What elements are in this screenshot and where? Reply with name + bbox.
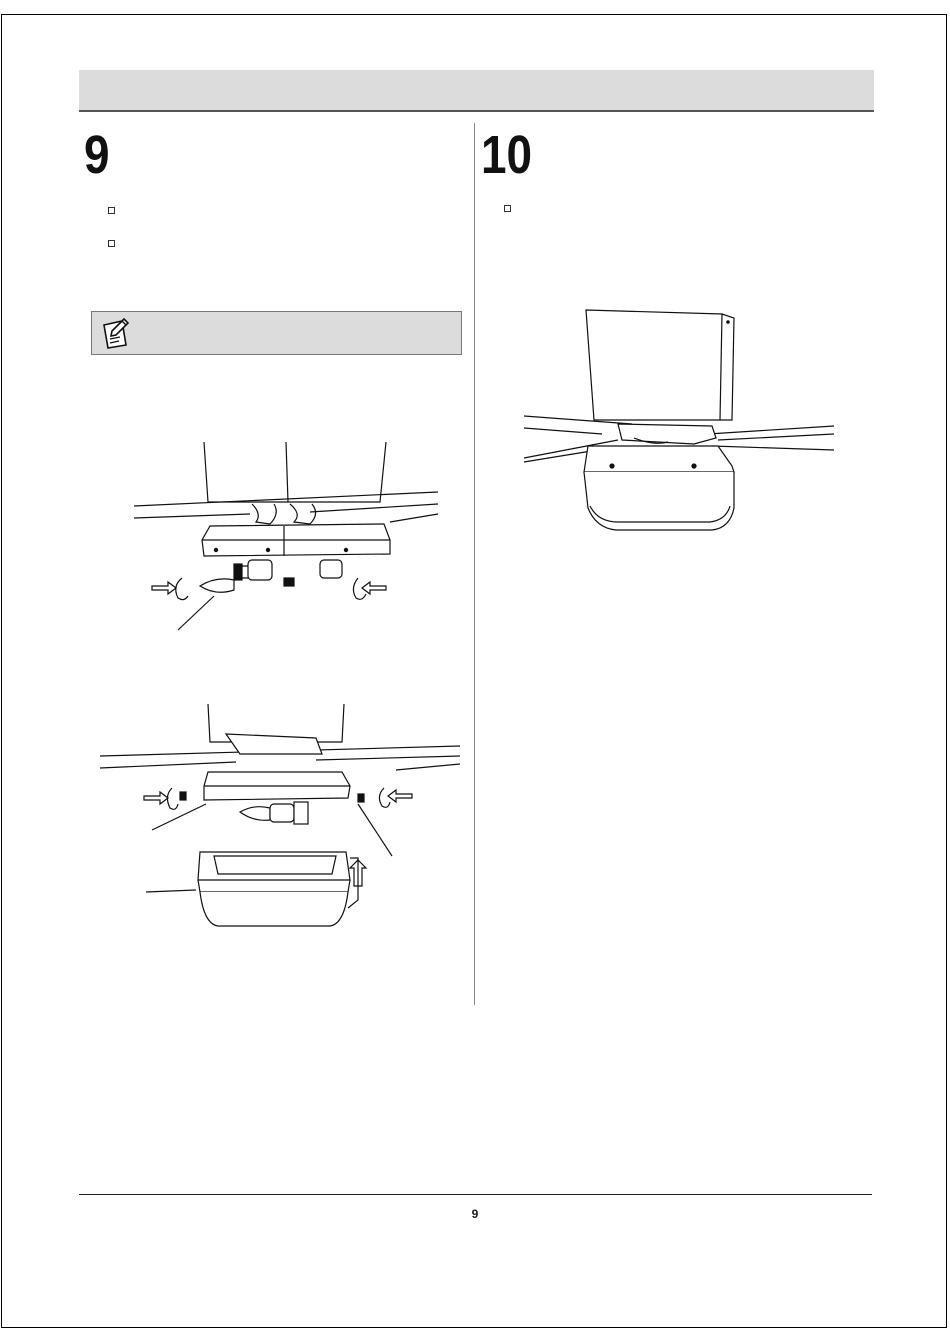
assembled-light-kit-illustration (522, 308, 838, 538)
step-10-number: 10 (481, 125, 533, 185)
note-box (91, 311, 462, 355)
step-10-bullet-1 (504, 205, 511, 212)
step-9-bullet-1 (108, 207, 115, 214)
column-divider (474, 123, 475, 1005)
step-9-bullet-2 (108, 240, 115, 247)
footer-rule (79, 1194, 872, 1195)
page-number: 9 (471, 1207, 479, 1221)
glass-shade-installation-illustration (96, 702, 464, 934)
note-pencil-icon (100, 317, 132, 351)
step-9-number: 9 (84, 125, 110, 185)
bulb-installation-illustration (130, 438, 442, 638)
section-header-bar (79, 70, 874, 112)
